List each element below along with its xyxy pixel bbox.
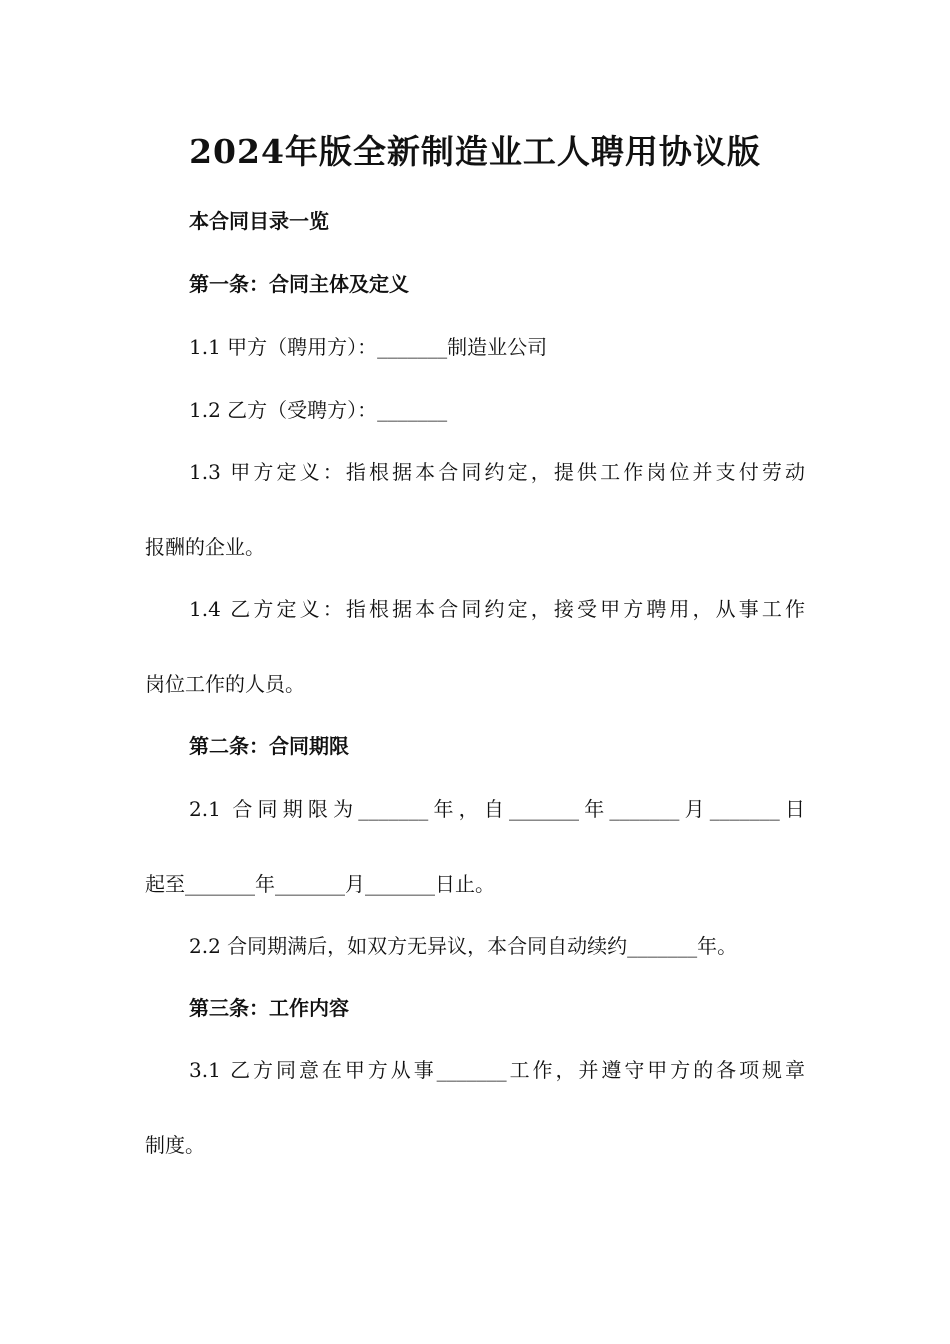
article-1-heading: 第一条：合同主体及定义: [189, 272, 409, 296]
clause-1-3-line-1: 1.3 甲方定义：指根据本合同约定，提供工作岗位并支付劳动: [189, 460, 805, 484]
document-title: 2024年版全新制造业工人聘用协议版: [189, 132, 761, 171]
clause-1-4-line-1: 1.4 乙方定义：指根据本合同约定，接受甲方聘用，从事工作: [189, 597, 805, 621]
clause-2-1-line-2: 起至_______年_______月_______日止。: [145, 872, 495, 896]
clause-2-2: 2.2 合同期满后，如双方无异议，本合同自动续约_______年。: [189, 934, 738, 958]
toc-heading: 本合同目录一览: [189, 209, 329, 233]
article-2-heading: 第二条：合同期限: [189, 734, 349, 758]
clause-1-3-line-2: 报酬的企业。: [145, 535, 265, 559]
clause-3-1-line-2: 制度。: [145, 1133, 205, 1157]
clause-1-4-line-2: 岗位工作的人员。: [145, 672, 305, 696]
clause-1-1: 1.1 甲方（聘用方）：_______制造业公司: [189, 335, 548, 359]
clause-1-2: 1.2 乙方（受聘方）：_______: [189, 398, 448, 422]
clause-3-1-line-1: 3.1 乙方同意在甲方从事_______工作，并遵守甲方的各项规章: [189, 1058, 805, 1082]
article-3-heading: 第三条：工作内容: [189, 996, 349, 1020]
clause-2-1-line-1: 2.1 合同期限为_______年，自_______年_______月_______日: [189, 797, 805, 821]
